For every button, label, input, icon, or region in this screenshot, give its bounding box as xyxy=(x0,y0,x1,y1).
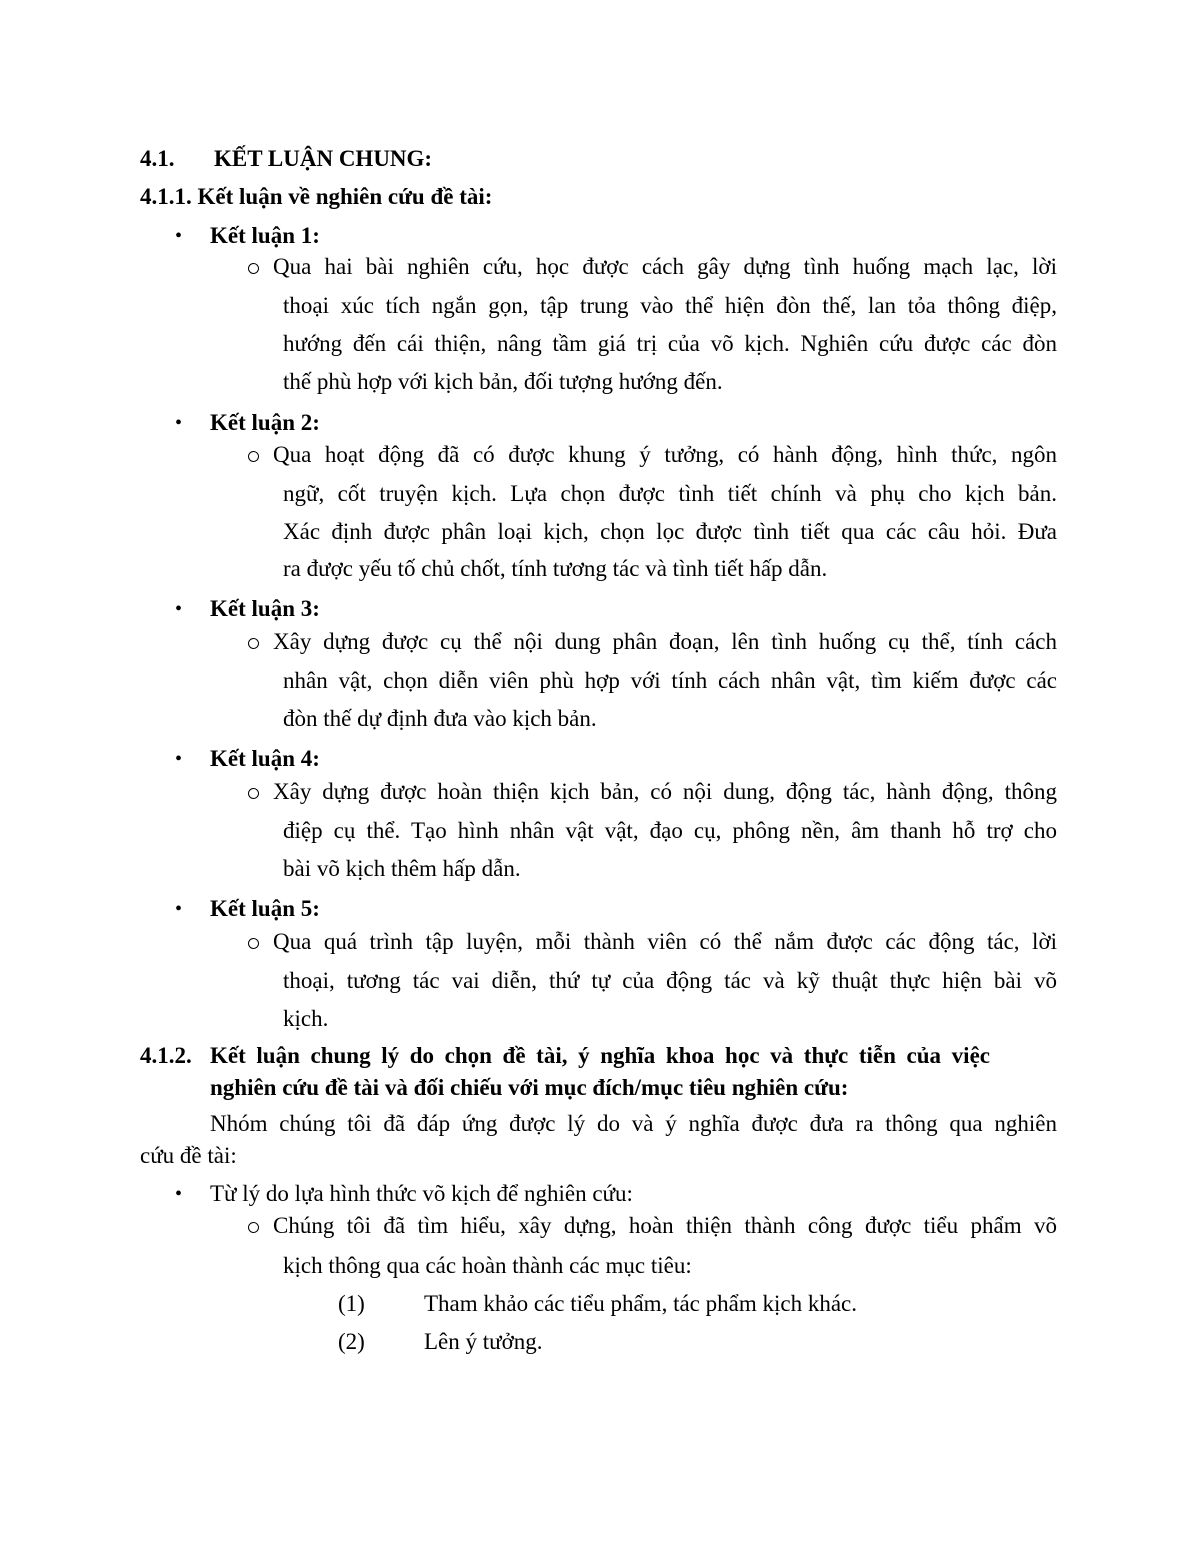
conclusion-1-line: hướng đến cái thiện, nâng tầm giá trị của võ kịch. Nghiên cứu được các đòn xyxy=(283,331,1057,356)
bullet-icon: • xyxy=(175,1183,183,1205)
numbered-item-text: Lên ý tưởng. xyxy=(424,1329,543,1354)
bullet-icon: • xyxy=(175,412,183,434)
conclusion-1-line: thoại xúc tích ngắn gọn, tập trung vào thể hiện đòn thế, lan tỏa thông điệp, xyxy=(283,293,1057,318)
circle-bullet-icon xyxy=(248,1222,259,1233)
conclusion-2-line: Qua hoạt động đã có được khung ý tưởng, có hành động, hình thức, ngôn xyxy=(273,442,1057,467)
bullet-icon: • xyxy=(175,898,183,920)
conclusion-5-line: kịch. xyxy=(283,1006,329,1031)
conclusion-3-line: nhân vật, chọn diễn viên phù hợp với tính cách nhân vật, tìm kiếm được các xyxy=(283,668,1057,693)
conclusion-3-line: đòn thế dự định đưa vào kịch bản. xyxy=(283,706,597,731)
conclusion-4-line: điệp cụ thể. Tạo hình nhân vật vật, đạo cụ, phông nền, âm thanh hỗ trợ cho xyxy=(283,818,1057,843)
bullet-icon: • xyxy=(175,225,183,247)
conclusion-1-line: thế phù hợp với kịch bản, đối tượng hướng đến. xyxy=(283,369,723,394)
subsection-heading-2-line: nghiên cứu đề tài và đối chiếu với mục đích/mục tiêu nghiên cứu: xyxy=(210,1075,849,1100)
circle-bullet-icon xyxy=(248,938,259,949)
sub-bullet-line: Chúng tôi đã tìm hiểu, xây dựng, hoàn thiện thành công được tiểu phẩm võ xyxy=(273,1213,1057,1238)
bullet-icon: • xyxy=(175,748,183,770)
conclusion-3-title: Kết luận 3: xyxy=(210,596,320,621)
conclusion-3-line: Xây dựng được cụ thể nội dung phân đoạn, lên tình huống cụ thể, tính cách xyxy=(273,629,1057,654)
conclusion-2-line: Xác định được phân loại kịch, chọn lọc được tình tiết qua các câu hỏi. Đưa xyxy=(283,519,1057,544)
reason-bullet: Từ lý do lựa hình thức võ kịch để nghiên cứu: xyxy=(210,1181,633,1206)
conclusion-5-line: thoại, tương tác vai diễn, thứ tự của động tác và kỹ thuật thực hiện bài võ xyxy=(283,968,1057,993)
conclusion-2-line: ngữ, cốt truyện kịch. Lựa chọn được tình tiết chính và phụ cho kịch bản. xyxy=(283,481,1057,506)
paragraph-line: Nhóm chúng tôi đã đáp ứng được lý do và ý nghĩa được đưa ra thông qua nghiên xyxy=(210,1111,1057,1136)
sub-bullet-line: kịch thông qua các hoàn thành các mục tiêu: xyxy=(283,1253,692,1278)
conclusion-5-line: Qua quá trình tập luyện, mỗi thành viên có thể nắm được các động tác, lời xyxy=(273,929,1057,954)
numbered-item-number: (1) xyxy=(338,1291,365,1316)
conclusion-1-title: Kết luận 1: xyxy=(210,223,320,248)
circle-bullet-icon xyxy=(248,788,259,799)
conclusion-4-line: bài võ kịch thêm hấp dẫn. xyxy=(283,856,521,881)
circle-bullet-icon xyxy=(248,638,259,649)
conclusion-2-line: ra được yếu tố chủ chốt, tính tương tác và tình tiết hấp dẫn. xyxy=(283,556,828,581)
numbered-item-number: (2) xyxy=(338,1329,365,1354)
conclusion-4-title: Kết luận 4: xyxy=(210,746,320,771)
paragraph-line: cứu đề tài: xyxy=(140,1143,237,1168)
numbered-item-text: Tham khảo các tiểu phẩm, tác phẩm kịch khác. xyxy=(424,1291,857,1316)
conclusion-1-line: Qua hai bài nghiên cứu, học được cách gây dựng tình huống mạch lạc, lời xyxy=(273,254,1057,279)
conclusion-4-line: Xây dựng được hoàn thiện kịch bản, có nội dung, động tác, hành động, thông xyxy=(273,779,1057,804)
subsection-heading-2-line: Kết luận chung lý do chọn đề tài, ý nghĩa khoa học và thực tiễn của việc xyxy=(210,1043,990,1068)
subsection-number-2: 4.1.2. xyxy=(140,1043,192,1068)
subsection-heading-1: 4.1.1. Kết luận về nghiên cứu đề tài: xyxy=(140,184,493,209)
section-number: 4.1. xyxy=(140,146,175,171)
circle-bullet-icon xyxy=(248,263,259,274)
conclusion-2-title: Kết luận 2: xyxy=(210,410,320,435)
section-title: KẾT LUẬN CHUNG: xyxy=(214,146,433,171)
bullet-icon: • xyxy=(175,598,183,620)
conclusion-5-title: Kết luận 5: xyxy=(210,896,320,921)
circle-bullet-icon xyxy=(248,451,259,462)
